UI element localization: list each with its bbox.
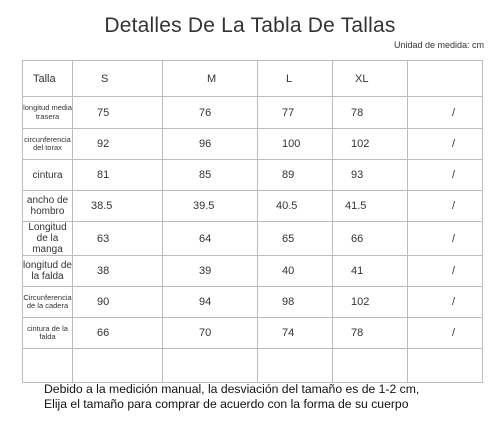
cell-extra: / xyxy=(408,160,483,191)
cell-xl: 41.5 xyxy=(333,191,408,222)
cell-xl: 102 xyxy=(333,129,408,160)
row-label: ancho de hombro xyxy=(23,191,73,222)
cell-s: 66 xyxy=(73,318,163,349)
cell-l: 77 xyxy=(258,97,333,129)
cell-s: 92 xyxy=(73,129,163,160)
table-header-row xyxy=(23,61,483,97)
note-line-1: Debido a la medición manual, la desviación del tamaño es de 1-2 cm, xyxy=(44,382,420,396)
cell-m: 70 xyxy=(163,318,258,349)
cell-xl: 41 xyxy=(333,256,408,287)
table-row xyxy=(23,287,483,318)
cell-xl: 93 xyxy=(333,160,408,191)
header-size-xl: XL xyxy=(333,61,408,97)
header-talla: Talla xyxy=(23,61,73,97)
table-row xyxy=(23,256,483,287)
table-row xyxy=(23,318,483,349)
cell-l: 74 xyxy=(258,318,333,349)
cell-m: 39.5 xyxy=(163,191,258,222)
table-row xyxy=(23,129,483,160)
cell-m xyxy=(163,349,258,383)
cell-m: 96 xyxy=(163,129,258,160)
measurement-note xyxy=(44,382,494,412)
header-size-s: S xyxy=(73,61,163,97)
size-table xyxy=(22,60,483,383)
table-row xyxy=(23,97,483,129)
row-label: longitud media trasera xyxy=(23,97,73,129)
cell-l: 65 xyxy=(258,222,333,256)
cell-m: 85 xyxy=(163,160,258,191)
cell-m: 39 xyxy=(163,256,258,287)
row-label: cintura xyxy=(23,160,73,191)
row-label: Longitud de la manga xyxy=(23,222,73,256)
cell-extra xyxy=(408,349,483,383)
cell-l: 40 xyxy=(258,256,333,287)
cell-s: 75 xyxy=(73,97,163,129)
unit-note: Unidad de medida: cm xyxy=(393,40,484,50)
row-label: cintura de la falda xyxy=(23,318,73,349)
cell-l xyxy=(258,349,333,383)
cell-m: 94 xyxy=(163,287,258,318)
cell-xl xyxy=(333,349,408,383)
chart-title: Detalles De La Tabla De Tallas xyxy=(104,14,396,37)
cell-l: 40.5 xyxy=(258,191,333,222)
row-label: circunferencia del torax xyxy=(23,129,73,160)
table-row xyxy=(23,222,483,256)
cell-xl: 78 xyxy=(333,97,408,129)
cell-s: 81 xyxy=(73,160,163,191)
row-label: Circunferencia de la cadera xyxy=(23,287,73,318)
cell-extra: / xyxy=(408,318,483,349)
cell-extra: / xyxy=(408,97,483,129)
cell-extra: / xyxy=(408,191,483,222)
cell-m: 64 xyxy=(163,222,258,256)
row-label xyxy=(23,349,73,383)
cell-extra: / xyxy=(408,129,483,160)
table-row xyxy=(23,160,483,191)
cell-m: 76 xyxy=(163,97,258,129)
header-empty xyxy=(408,61,483,97)
cell-s xyxy=(73,349,163,383)
cell-s: 90 xyxy=(73,287,163,318)
cell-extra: / xyxy=(408,256,483,287)
cell-s: 38 xyxy=(73,256,163,287)
table-row-empty xyxy=(23,349,483,383)
cell-xl: 66 xyxy=(333,222,408,256)
cell-l: 98 xyxy=(258,287,333,318)
cell-l: 100 xyxy=(258,129,333,160)
cell-extra: / xyxy=(408,222,483,256)
cell-xl: 78 xyxy=(333,318,408,349)
row-label: longitud de la falda xyxy=(23,256,73,287)
cell-xl: 102 xyxy=(333,287,408,318)
cell-extra: / xyxy=(408,287,483,318)
note-line-2: Elija el tamaño para comprar de acuerdo con la forma de su cuerpo xyxy=(44,397,409,411)
header-size-m: M xyxy=(163,61,258,97)
table-row xyxy=(23,191,483,222)
cell-s: 38.5 xyxy=(73,191,163,222)
cell-l: 89 xyxy=(258,160,333,191)
header-size-l: L xyxy=(258,61,333,97)
cell-s: 63 xyxy=(73,222,163,256)
